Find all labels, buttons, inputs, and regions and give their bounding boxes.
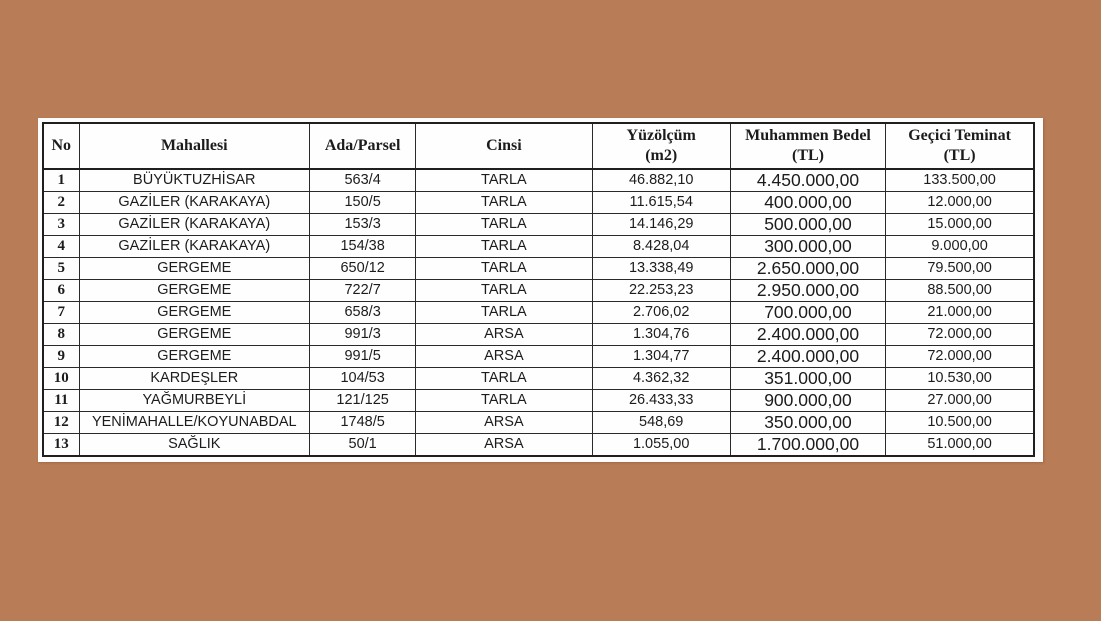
cell-adaparsel: 563/4 [310,169,416,192]
cell-adaparsel: 154/38 [310,236,416,258]
cell-mahallesi: BÜYÜKTUZHİSAR [79,169,309,192]
cell-teminat: 51.000,00 [886,434,1034,457]
cell-mahallesi: YENİMAHALLE/KOYUNABDAL [79,412,309,434]
table-row [43,324,1034,346]
table-row [43,346,1034,368]
cell-cinsi: TARLA [416,390,592,412]
cell-yuzolcum: 14.146,29 [592,214,730,236]
cell-no: 9 [43,346,79,368]
cell-teminat: 10.500,00 [886,412,1034,434]
table-row [43,412,1034,434]
column-header-muhammen: Muhammen Bedel (TL) [730,123,885,169]
cell-no: 12 [43,412,79,434]
cell-teminat: 88.500,00 [886,280,1034,302]
cell-yuzolcum: 11.615,54 [592,192,730,214]
column-header-adaparsel: Ada/Parsel [310,123,416,169]
cell-mahallesi: GAZİLER (KARAKAYA) [79,192,309,214]
cell-muhammen: 300.000,00 [730,236,885,258]
cell-yuzolcum: 1.304,77 [592,346,730,368]
cell-mahallesi: SAĞLIK [79,434,309,457]
cell-cinsi: TARLA [416,302,592,324]
column-header-teminat: Geçici Teminat (TL) [886,123,1034,169]
cell-muhammen: 351.000,00 [730,368,885,390]
cell-cinsi: TARLA [416,368,592,390]
table-row [43,258,1034,280]
cell-no: 10 [43,368,79,390]
cell-cinsi: TARLA [416,258,592,280]
cell-teminat: 79.500,00 [886,258,1034,280]
cell-adaparsel: 991/5 [310,346,416,368]
cell-no: 5 [43,258,79,280]
cell-cinsi: TARLA [416,192,592,214]
table-row [43,192,1034,214]
cell-cinsi: ARSA [416,412,592,434]
cell-mahallesi: GERGEME [79,302,309,324]
cell-muhammen: 2.400.000,00 [730,324,885,346]
header-row [43,123,1034,169]
cell-cinsi: TARLA [416,236,592,258]
cell-cinsi: TARLA [416,169,592,192]
cell-yuzolcum: 46.882,10 [592,169,730,192]
document-sheet [38,118,1043,462]
cell-muhammen: 2.650.000,00 [730,258,885,280]
column-header-cinsi: Cinsi [416,123,592,169]
cell-yuzolcum: 1.304,76 [592,324,730,346]
cell-teminat: 12.000,00 [886,192,1034,214]
column-header-yuzolcum-unit: (m2) [645,147,678,164]
cell-adaparsel: 650/12 [310,258,416,280]
table-row [43,169,1034,192]
cell-adaparsel: 722/7 [310,280,416,302]
cell-cinsi: ARSA [416,434,592,457]
cell-teminat: 72.000,00 [886,346,1034,368]
table-header [43,123,1034,169]
cell-muhammen: 900.000,00 [730,390,885,412]
cell-no: 8 [43,324,79,346]
cell-no: 13 [43,434,79,457]
cell-no: 6 [43,280,79,302]
cell-teminat: 9.000,00 [886,236,1034,258]
cell-mahallesi: KARDEŞLER [79,368,309,390]
column-header-muhammen-unit: (TL) [791,147,824,164]
cell-adaparsel: 153/3 [310,214,416,236]
table-row [43,434,1034,457]
cell-muhammen: 400.000,00 [730,192,885,214]
cell-muhammen: 1.700.000,00 [730,434,885,457]
cell-teminat: 72.000,00 [886,324,1034,346]
cell-teminat: 21.000,00 [886,302,1034,324]
cell-muhammen: 2.950.000,00 [730,280,885,302]
cell-muhammen: 2.400.000,00 [730,346,885,368]
cell-teminat: 27.000,00 [886,390,1034,412]
cell-yuzolcum: 2.706,02 [592,302,730,324]
cell-cinsi: TARLA [416,214,592,236]
cell-mahallesi: GERGEME [79,258,309,280]
cell-yuzolcum: 13.338,49 [592,258,730,280]
cell-adaparsel: 150/5 [310,192,416,214]
cell-mahallesi: GERGEME [79,280,309,302]
cell-yuzolcum: 8.428,04 [592,236,730,258]
cell-cinsi: TARLA [416,280,592,302]
cell-adaparsel: 50/1 [310,434,416,457]
cell-teminat: 15.000,00 [886,214,1034,236]
column-header-yuzolcum: Yüzölçüm (m2) [592,123,730,169]
table-row [43,280,1034,302]
cell-no: 1 [43,169,79,192]
cell-yuzolcum: 22.253,23 [592,280,730,302]
cell-muhammen: 500.000,00 [730,214,885,236]
cell-no: 7 [43,302,79,324]
cell-muhammen: 4.450.000,00 [730,169,885,192]
cell-adaparsel: 104/53 [310,368,416,390]
table-row [43,368,1034,390]
cell-yuzolcum: 26.433,33 [592,390,730,412]
column-header-teminat-unit: (TL) [943,147,976,164]
auction-parcels-table [42,122,1035,457]
table-row [43,214,1034,236]
cell-teminat: 10.530,00 [886,368,1034,390]
cell-adaparsel: 991/3 [310,324,416,346]
table-row [43,390,1034,412]
table-body [43,169,1034,456]
cell-yuzolcum: 4.362,32 [592,368,730,390]
cell-muhammen: 350.000,00 [730,412,885,434]
cell-adaparsel: 121/125 [310,390,416,412]
cell-no: 2 [43,192,79,214]
cell-mahallesi: GERGEME [79,346,309,368]
cell-no: 4 [43,236,79,258]
table-row [43,236,1034,258]
cell-mahallesi: GAZİLER (KARAKAYA) [79,236,309,258]
cell-cinsi: ARSA [416,324,592,346]
cell-cinsi: ARSA [416,346,592,368]
cell-no: 3 [43,214,79,236]
column-header-no: No [43,123,79,169]
column-header-mahallesi: Mahallesi [79,123,309,169]
cell-mahallesi: GERGEME [79,324,309,346]
table-row [43,302,1034,324]
cell-teminat: 133.500,00 [886,169,1034,192]
cell-yuzolcum: 1.055,00 [592,434,730,457]
cell-mahallesi: YAĞMURBEYLİ [79,390,309,412]
cell-no: 11 [43,390,79,412]
cell-mahallesi: GAZİLER (KARAKAYA) [79,214,309,236]
cell-adaparsel: 1748/5 [310,412,416,434]
cell-adaparsel: 658/3 [310,302,416,324]
cell-muhammen: 700.000,00 [730,302,885,324]
cell-yuzolcum: 548,69 [592,412,730,434]
